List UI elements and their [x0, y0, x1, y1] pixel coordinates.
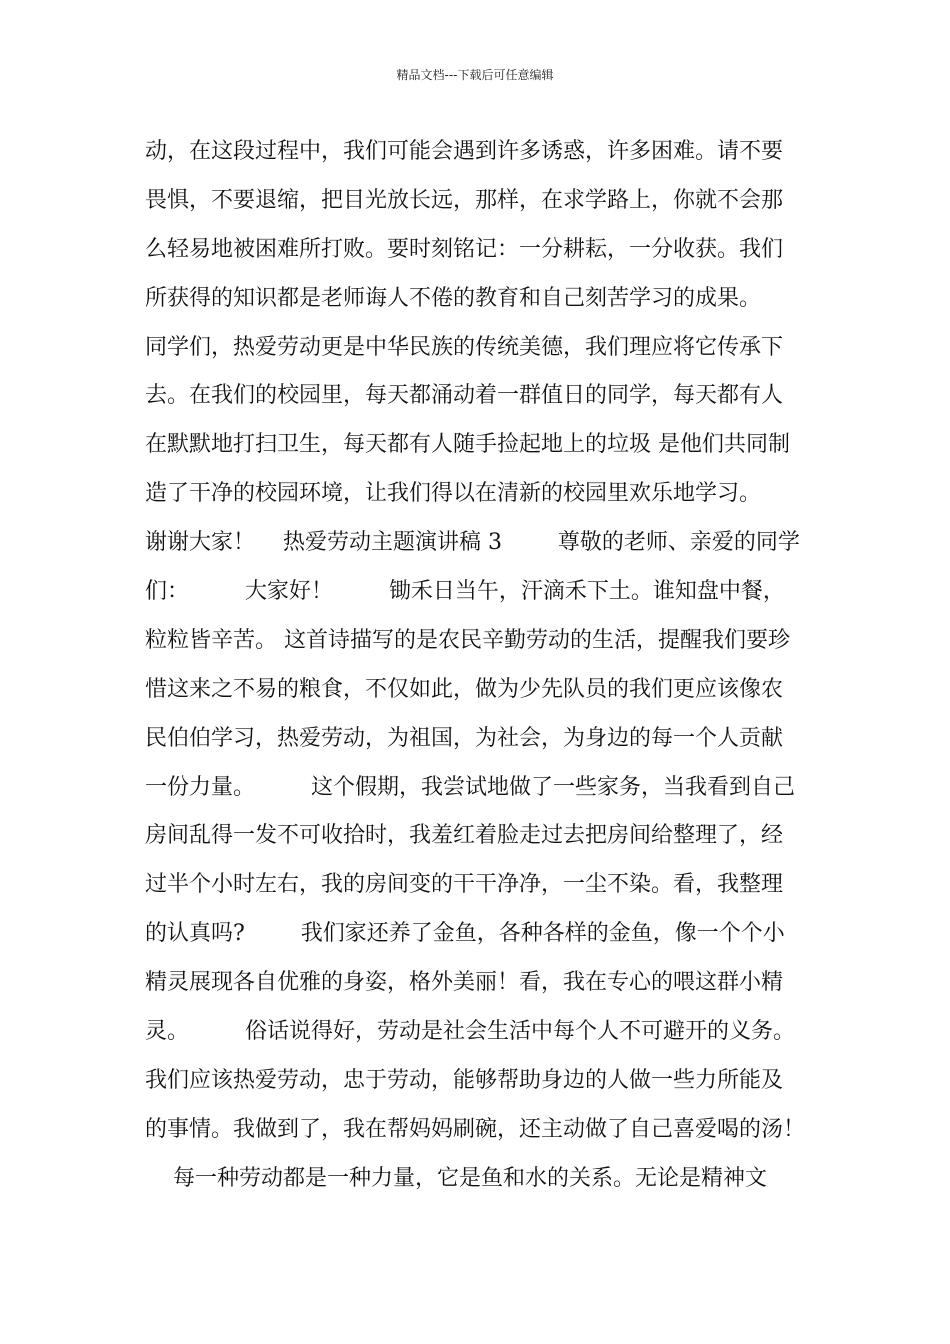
text-line: 在默默地打扫卫生，每天都有人随手捡起地上的垃圾 是他们共同制	[145, 432, 790, 458]
text-line: 同学们，热爱劳动更是中华民族的传统美德，我们理应将它传承下	[145, 334, 784, 360]
text-line: 民伯伯学习，热爱劳动，为祖国，为社会，为身边的每一个人贡献	[145, 725, 784, 751]
text-line: 的事情。我做到了，我在帮妈妈刷碗，还主动做了自己喜爱喝的汤！	[145, 1116, 806, 1142]
document-body	[145, 133, 825, 1209]
text-line: 造了干净的校园环境，让我们得以在清新的校园里欢乐地学习。	[145, 481, 762, 507]
text-line: 去。在我们的校园里，每天都涌动着一群值日的同学，每天都有人	[145, 383, 784, 409]
page-header: 精品文档---下载后可任意编辑	[396, 68, 554, 82]
text-line: 房间乱得一发不可收拾时，我羞红着脸走过去把房间给整理了，经	[145, 823, 784, 849]
text-line: 过半个小时左右，我的房间变的干干净净，一尘不染。看，我整理	[145, 872, 784, 898]
text-line: 惜这来之不易的粮食，不仅如此，做为少先队员的我们更应该像农	[145, 676, 784, 702]
text-line: 我们应该热爱劳动，忠于劳动，能够帮助身边的人做一些力所能及	[145, 1067, 784, 1093]
text-line: 谢谢大家！ 热爱劳动主题演讲稿 3 尊敬的老师、亲爱的同学	[145, 530, 800, 556]
text-line: 每一种劳动都是一种力量，它是鱼和水的关系。无论是精神文	[145, 1165, 767, 1191]
text-line: 粒粒皆辛苦。 这首诗描写的是农民辛勤劳动的生活，提醒我们要珍	[145, 627, 790, 653]
text-line: 么轻易地被困难所打败。要时刻铭记：一分耕耘，一分收获。我们	[145, 236, 784, 262]
text-line: 一份力量。 这个假期，我尝试地做了一些家务，当我看到自己	[145, 774, 795, 800]
text-line: 精灵展现各自优雅的身姿，格外美丽！看，我在专心的喂这群小精	[145, 970, 784, 996]
text-line: 所获得的知识都是老师诲人不倦的教育和自己刻苦学习的成果。	[145, 285, 762, 311]
text-line: 畏惧，不要退缩，把目光放长远，那样，在求学路上，你就不会那	[145, 187, 784, 213]
text-line: 们： 大家好！ 锄禾日当午，汗滴禾下土。谁知盘中餐，	[145, 579, 785, 605]
text-line: 灵。 俗话说得好，劳动是社会生活中每个人不可避开的义务。	[145, 1019, 795, 1045]
text-line: 动，在这段过程中，我们可能会遇到许多诱惑，许多困难。请不要	[145, 139, 784, 164]
text-line: 的认真吗? 我们家还养了金鱼，各种各样的金鱼，像一个个小	[145, 921, 785, 947]
